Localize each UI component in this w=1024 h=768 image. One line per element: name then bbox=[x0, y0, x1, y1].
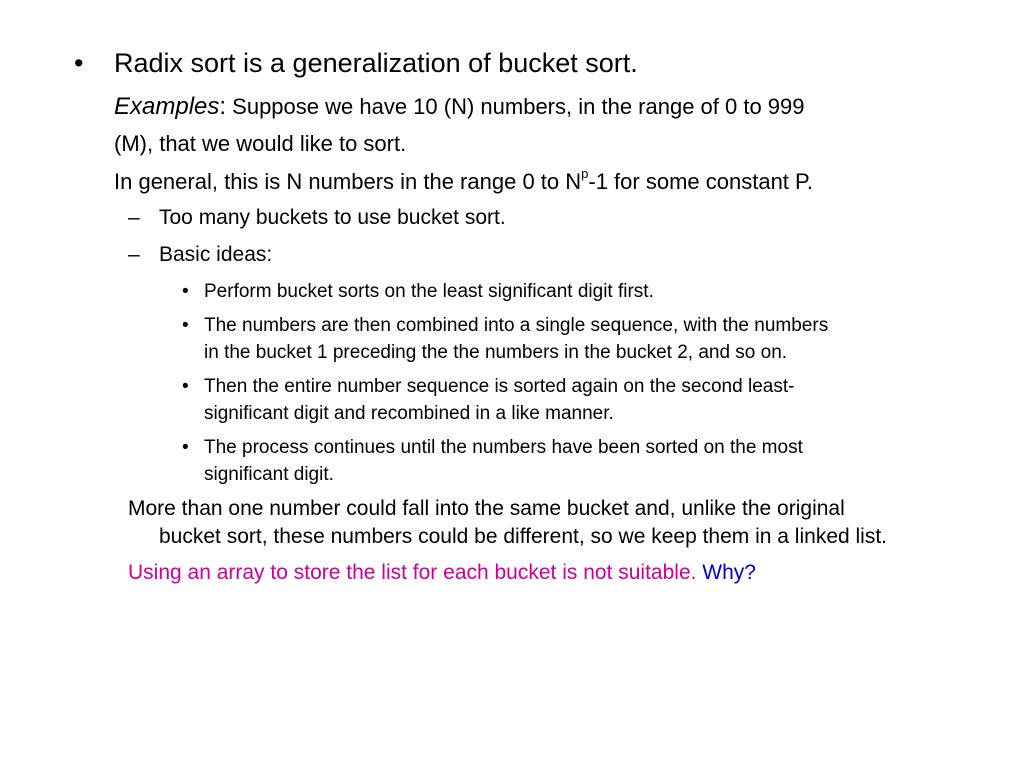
examples-line bbox=[114, 93, 805, 121]
dash-marker: – bbox=[128, 206, 140, 229]
examples-colon: : bbox=[219, 93, 227, 120]
sub-bullet-marker: • bbox=[182, 376, 189, 397]
array-note-text: Using an array to store the list for each bucket is not suitable. bbox=[128, 561, 703, 584]
more-text-cont: bucket sort, these numbers could be different, so we keep them in a linked list. bbox=[159, 525, 888, 548]
sub-bullet-text-cont: significant digit. bbox=[204, 464, 334, 485]
general-line bbox=[114, 166, 813, 195]
general-superscript: p bbox=[581, 166, 589, 181]
sub-bullet-text: The process continues until the numbers have been sorted on the most bbox=[204, 437, 803, 458]
main-bullet-text: Radix sort is a generalization of bucket sort. bbox=[114, 48, 638, 78]
sub-bullet-text: Then the entire number sequence is sorted again on the second least- bbox=[204, 376, 795, 397]
examples-text-cont: (M), that we would like to sort. bbox=[114, 131, 407, 156]
sub-bullet-text-cont: in the bucket 1 preceding the the numbers in the bucket 2, and so on. bbox=[204, 342, 788, 363]
main-bullet-marker: • bbox=[74, 48, 84, 78]
dash-marker: – bbox=[128, 243, 140, 266]
sub-bullet-marker: • bbox=[182, 281, 189, 302]
more-text: More than one number could fall into the same bucket and, unlike the original bbox=[128, 497, 845, 520]
general-before: In general, this is N numbers in the range 0 to N bbox=[114, 169, 582, 194]
array-note bbox=[128, 561, 756, 585]
sub-bullet-text: The numbers are then combined into a single sequence, with the numbers bbox=[204, 315, 829, 336]
examples-text: Suppose we have 10 (N) numbers, in the range of 0 to 999 bbox=[226, 94, 805, 119]
dash-item-text: Basic ideas: bbox=[159, 243, 273, 266]
sub-bullet-text: Perform bucket sorts on the least significant digit first. bbox=[204, 281, 654, 302]
array-note-question: Why? bbox=[702, 561, 756, 584]
sub-bullet-marker: • bbox=[182, 315, 189, 336]
examples-label: Examples bbox=[114, 93, 220, 120]
sub-bullet-marker: • bbox=[182, 437, 189, 458]
dash-item-text: Too many buckets to use bucket sort. bbox=[159, 206, 506, 229]
sub-bullet-text-cont: significant digit and recombined in a like manner. bbox=[204, 403, 614, 424]
general-after: -1 for some constant P. bbox=[588, 169, 813, 194]
